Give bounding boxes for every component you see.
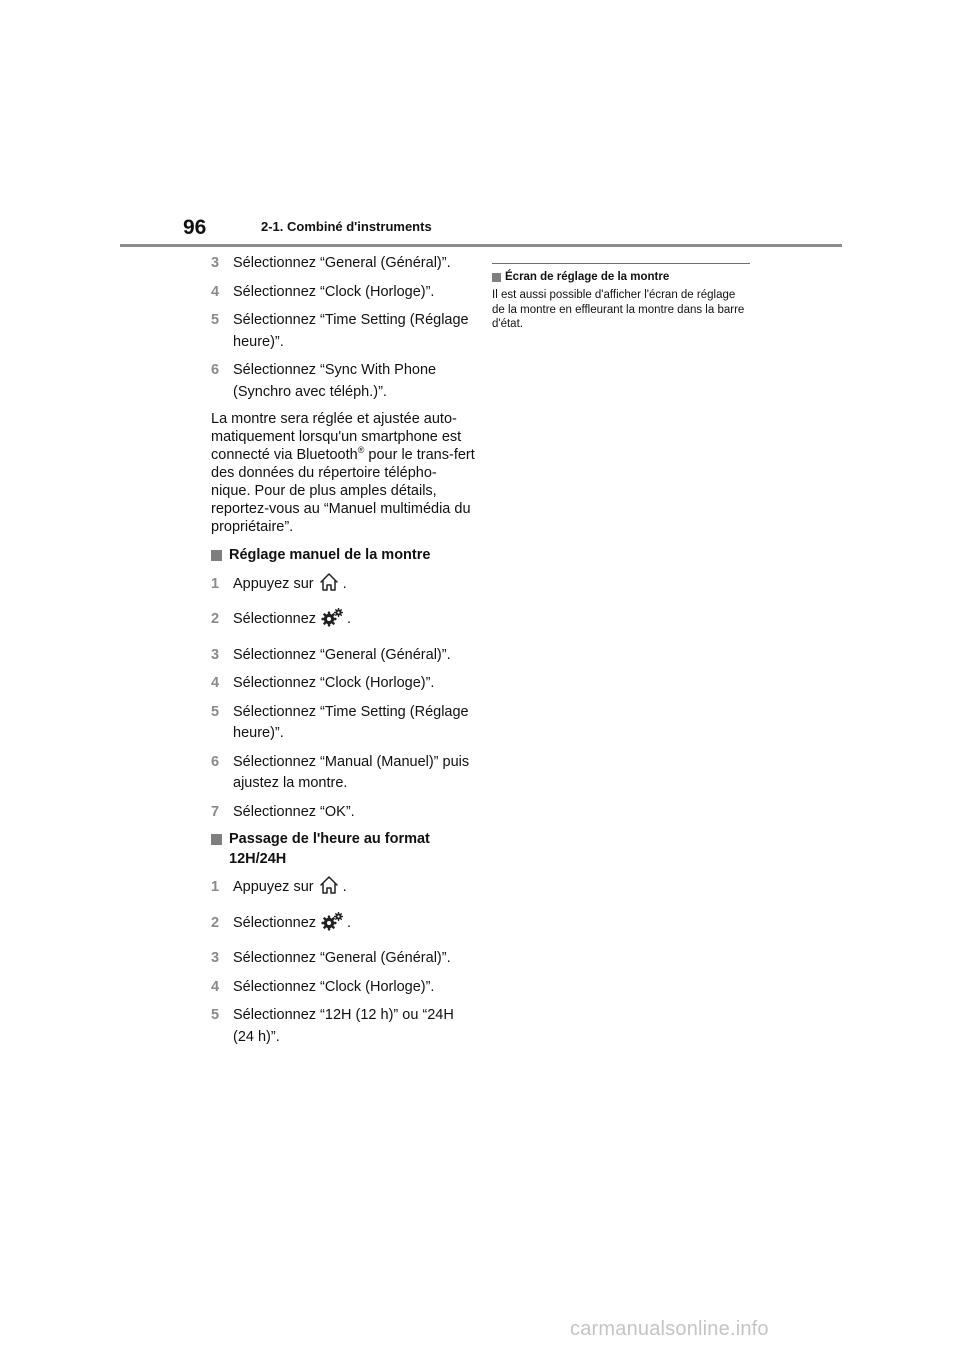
step-number: 4: [211, 978, 220, 995]
step-item: [211, 977, 476, 999]
step-text: Sélectionnez “General (Général)”.: [233, 255, 451, 271]
step-item: [211, 802, 476, 824]
step-number: 7: [211, 803, 220, 820]
step-number: 1: [211, 575, 220, 592]
square-bullet-icon: [492, 273, 501, 282]
step-text: Sélectionnez “Time Setting (Réglage heure)”.: [233, 703, 469, 741]
settings-gears-icon: [320, 911, 344, 931]
watermark: carmanualsonline.info: [570, 1318, 769, 1340]
step-item: [211, 752, 476, 795]
step-text: Sélectionnez .: [233, 913, 476, 935]
step-number: 5: [211, 703, 220, 720]
step-item: [211, 360, 476, 403]
heading-manual-setting: Réglage manuel de la montre: [211, 546, 476, 566]
page-number: 96: [183, 216, 207, 239]
step-item: [211, 877, 476, 899]
home-icon: [318, 571, 340, 593]
header-rule: [120, 244, 842, 247]
right-rule: [492, 263, 750, 264]
step-number: 2: [211, 611, 220, 627]
step-text: Sélectionnez “General (Général)”.: [233, 950, 451, 966]
step-item: [211, 574, 476, 596]
step-item: [211, 1005, 476, 1048]
step-item: [211, 609, 476, 631]
step-text: Sélectionnez “Clock (Horloge)”.: [233, 978, 435, 995]
section-title: 2-1. Combiné d'instruments: [261, 219, 432, 234]
settings-gears-icon: [320, 607, 344, 627]
step-text: Appuyez sur .: [233, 574, 476, 596]
step-text: Appuyez sur .: [233, 877, 476, 899]
step-item: [211, 702, 476, 745]
home-icon: [318, 874, 340, 896]
step-text: Sélectionnez “Clock (Horloge)”.: [233, 283, 435, 300]
step-number: 1: [211, 879, 220, 895]
step-number: 3: [211, 950, 220, 966]
step-number: 5: [211, 312, 220, 328]
heading-clock-screen: Écran de réglage de la montre: [492, 270, 750, 284]
step-text: Sélectionnez .: [233, 609, 476, 631]
step-text: Sélectionnez “Manual (Manuel)” puis ajustez la montre.: [233, 753, 470, 791]
step-text: Sélectionnez “Time Setting (Réglage heure)”.: [233, 312, 469, 350]
heading-12h-24h: Passage de l'heure au format 12H/24H: [211, 830, 476, 869]
step-text: Sélectionnez “Clock (Horloge)”.: [233, 675, 435, 691]
step-text: Sélectionnez “12H (12 h)” ou “24H (24 h)”.: [233, 1007, 454, 1045]
step-item: [211, 282, 476, 304]
step-item: [211, 948, 476, 970]
step-text: Sélectionnez “General (Général)”.: [233, 646, 451, 663]
step-item: [211, 310, 476, 353]
steps-format: [211, 877, 476, 1048]
right-column: [492, 263, 750, 332]
step-text: Sélectionnez “OK”.: [233, 803, 355, 820]
step-number: 6: [211, 753, 220, 770]
left-column: [211, 253, 476, 1055]
steps-manual: [211, 574, 476, 824]
step-text: Sélectionnez “Sync With Phone (Synchro avec téléph.)”.: [233, 362, 437, 400]
step-item: [211, 645, 476, 667]
step-number: 3: [211, 255, 220, 271]
square-bullet-icon: [211, 834, 222, 845]
step-item: [211, 673, 476, 695]
step-item: [211, 913, 476, 935]
clock-screen-note: Il est aussi possible d'afficher l'écran de réglage de la montre en effleurant la montre dans la barre d'état.: [492, 289, 745, 330]
step-item: [211, 253, 476, 275]
square-bullet-icon: [211, 550, 222, 561]
sync-explanation: La montre sera réglée et ajustée auto-matiquement lorsqu'un smartphone est connecté via Bluetooth® pour le trans-fert des données du répertoire télépho-nique. Pour de plus amples détails, reportez-vous au “Manuel multimédia du propriétaire”.: [211, 411, 475, 535]
step-number: 5: [211, 1007, 220, 1023]
step-number: 3: [211, 646, 220, 663]
step-number: 4: [211, 675, 220, 691]
steps-sync: [211, 253, 476, 403]
step-number: 6: [211, 362, 220, 378]
step-number: 4: [211, 283, 220, 300]
step-number: 2: [211, 914, 220, 931]
